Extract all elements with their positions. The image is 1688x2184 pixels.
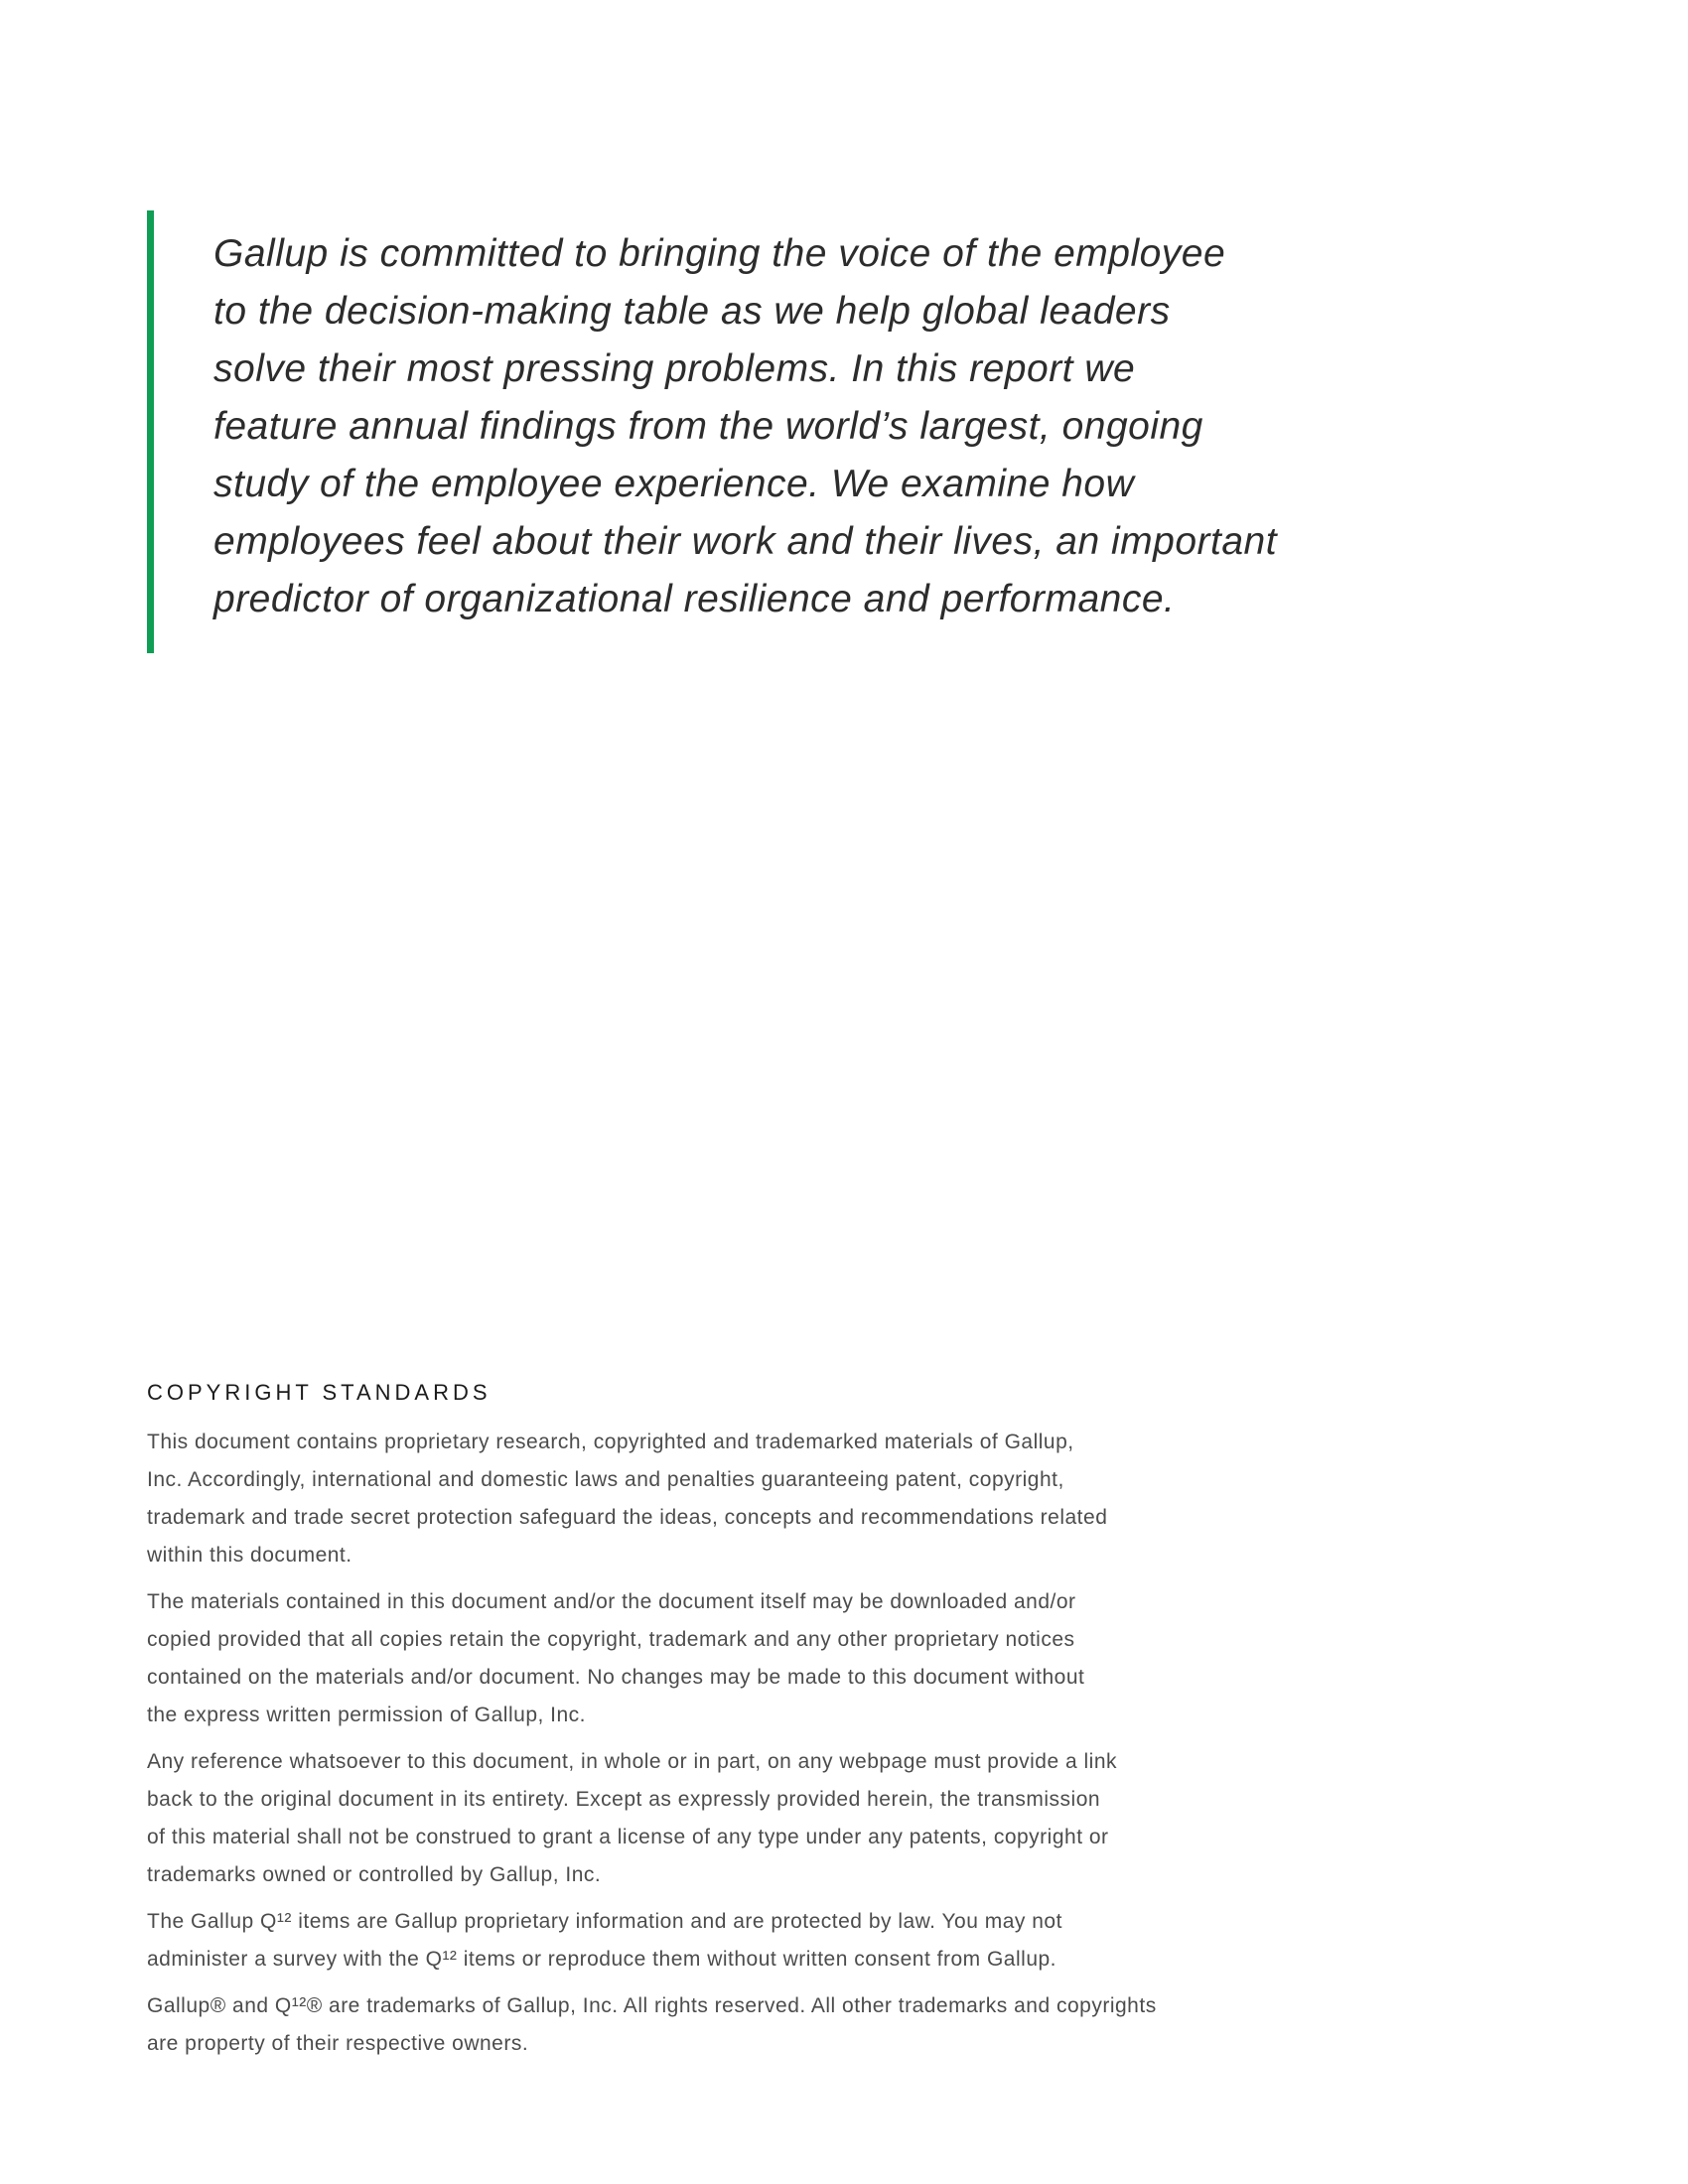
- paragraph-line: The materials contained in this document and/or the document itself may be downloaded and/or: [147, 1590, 1076, 1613]
- paragraph-line: Gallup® and Q¹²® are trademarks of Gallup, Inc. All rights reserved. All other trademarks and copyrights: [147, 1994, 1157, 2017]
- copyright-paragraph-5: [147, 1987, 1299, 2063]
- quote-line: predictor of organizational resilience and performance.: [213, 578, 1176, 620]
- paragraph-line: back to the original document in its entirety. Except as expressly provided herein, the transmission: [147, 1788, 1101, 1811]
- paragraph-line: Any reference whatsoever to this document, in whole or in part, on any webpage must provide a link: [147, 1750, 1118, 1773]
- copyright-paragraphs: [147, 1424, 1299, 2063]
- copyright-paragraph-3: [147, 1743, 1299, 1894]
- paragraph-line: administer a survey with the Q¹² items or reproduce them without written consent from Gallup.: [147, 1948, 1057, 1971]
- paragraph-line: of this material shall not be construed to grant a license of any type under any patents, copyright or: [147, 1826, 1109, 1848]
- copyright-standards-heading: COPYRIGHT STANDARDS: [147, 1380, 492, 1405]
- quote-line: study of the employee experience. We examine how: [213, 463, 1135, 505]
- copyright-paragraph-1: [147, 1424, 1299, 1574]
- paragraph-line: The Gallup Q¹² items are Gallup proprietary information and are protected by law. You may not: [147, 1910, 1062, 1933]
- quote-line: to the decision-making table as we help global leaders: [213, 290, 1171, 333]
- quote-line: solve their most pressing problems. In this report we: [213, 347, 1136, 390]
- quote-line: feature annual findings from the world’s largest, ongoing: [213, 405, 1203, 448]
- copyright-standards-section: [147, 1382, 1299, 2072]
- paragraph-line: trademark and trade secret protection safeguard the ideas, concepts and recommendations related: [147, 1506, 1108, 1529]
- copyright-paragraph-4: [147, 1903, 1299, 1979]
- paragraph-line: Inc. Accordingly, international and domestic laws and penalties guaranteeing patent, copyright,: [147, 1468, 1064, 1491]
- quote-accent-bar: [147, 210, 154, 653]
- copyright-paragraph-2: [147, 1583, 1299, 1734]
- paragraph-line: contained on the materials and/or document. No changes may be made to this document without: [147, 1666, 1085, 1689]
- paragraph-line: the express written permission of Gallup, Inc.: [147, 1704, 587, 1726]
- intro-quote-block: [147, 210, 1378, 653]
- quote-line: Gallup is committed to bringing the voice of the employee: [213, 232, 1226, 275]
- paragraph-line: copied provided that all copies retain the copyright, trademark and any other proprietary notices: [147, 1628, 1075, 1651]
- paragraph-line: within this document.: [147, 1544, 352, 1567]
- paragraph-line: trademarks owned or controlled by Gallup, Inc.: [147, 1863, 602, 1886]
- quote-line: employees feel about their work and their lives, an important: [213, 520, 1278, 563]
- intro-quote-text: [154, 210, 1277, 653]
- paragraph-line: are property of their respective owners.: [147, 2032, 529, 2055]
- paragraph-line: This document contains proprietary research, copyrighted and trademarked materials of Gallup,: [147, 1431, 1074, 1453]
